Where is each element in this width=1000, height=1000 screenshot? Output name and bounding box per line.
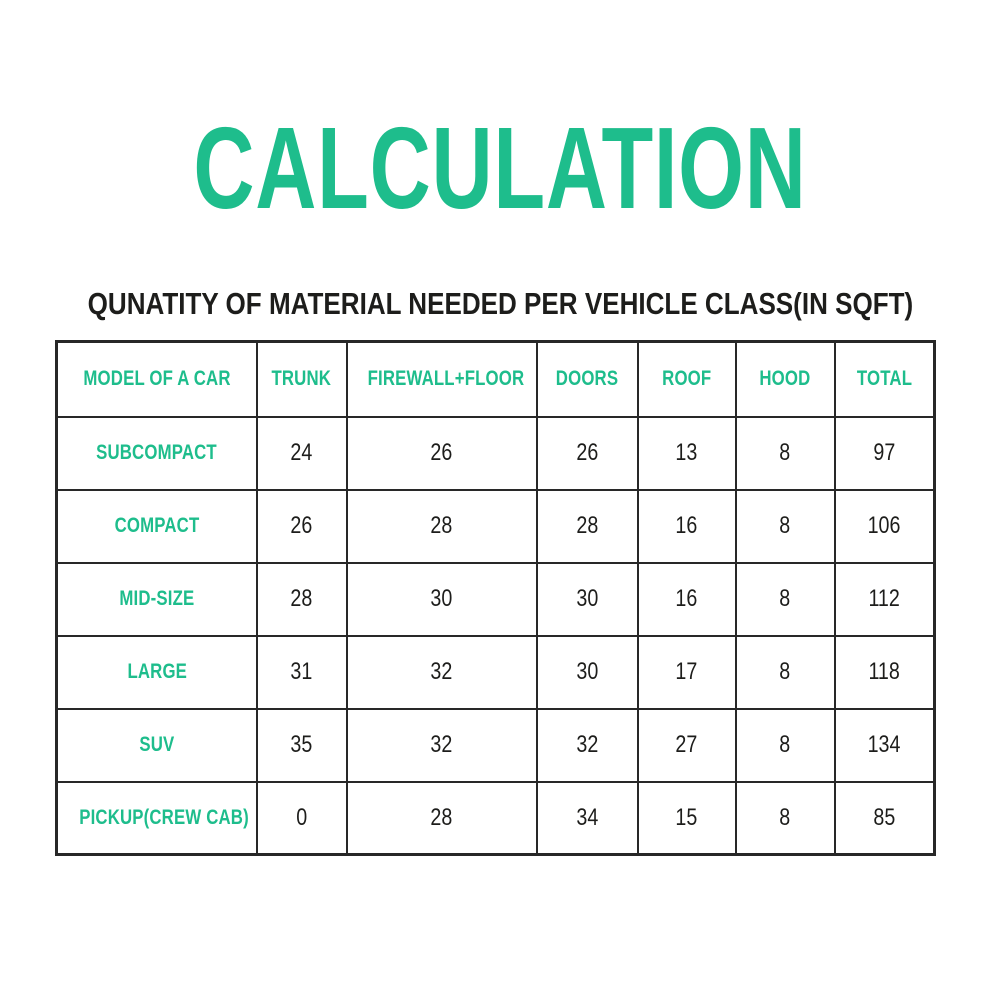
value-cell	[257, 709, 347, 782]
cell-value: 30	[430, 585, 453, 612]
page-title	[0, 103, 1000, 233]
cell-value: 32	[430, 731, 453, 758]
total-cell	[835, 490, 935, 563]
cell-value: 15	[675, 803, 698, 831]
header-label-total: TOTAL	[856, 367, 912, 391]
value-cell	[537, 709, 638, 782]
table-row-suv	[57, 709, 935, 782]
total-cell	[835, 636, 935, 709]
value-cell	[537, 563, 638, 636]
row-label-cell	[57, 490, 257, 563]
cell-value: 16	[675, 585, 698, 612]
row-label: SUBCOMPACT	[96, 441, 218, 464]
cell-value: 112	[868, 585, 900, 612]
header-label-roof: ROOF	[661, 367, 712, 391]
value-cell	[638, 709, 736, 782]
value-cell	[257, 636, 347, 709]
table-row-compact	[57, 490, 935, 563]
cell-value: 17	[675, 658, 698, 685]
material-table	[55, 340, 936, 856]
cell-value: 31	[290, 658, 313, 685]
value-cell	[537, 417, 638, 490]
header-cell-model	[57, 342, 257, 417]
table-subtitle	[0, 288, 1000, 319]
cell-value: 97	[873, 439, 896, 466]
value-cell	[736, 490, 835, 563]
cell-value: 28	[290, 585, 313, 612]
table-row-subcompact	[57, 417, 935, 490]
header-label-hood: HOOD	[759, 367, 811, 391]
total-cell	[835, 782, 935, 855]
cell-value: 106	[867, 512, 901, 539]
cell-value: 34	[576, 803, 598, 831]
value-cell	[638, 490, 736, 563]
header-label-doors: DOORS	[555, 367, 619, 391]
value-cell	[736, 782, 835, 855]
value-cell	[736, 417, 835, 490]
value-cell	[736, 709, 835, 782]
value-cell	[347, 782, 537, 855]
cell-value: 30	[576, 585, 598, 612]
cell-value: 8	[779, 803, 791, 831]
cell-value: 8	[779, 512, 791, 539]
value-cell	[537, 636, 638, 709]
value-cell	[347, 709, 537, 782]
value-cell	[257, 563, 347, 636]
value-cell	[347, 490, 537, 563]
row-label-cell	[57, 417, 257, 490]
value-cell	[257, 490, 347, 563]
header-label-model: MODEL OF A CAR	[83, 367, 231, 391]
total-cell	[835, 563, 935, 636]
table-subtitle-text: QUNATITY OF MATERIAL NEEDED PER VEHICLE CLASS(IN SQFT)	[87, 286, 913, 321]
table-row-large	[57, 636, 935, 709]
cell-value: 16	[675, 512, 698, 539]
value-cell	[638, 563, 736, 636]
cell-value: 32	[576, 731, 598, 758]
header-cell-trunk	[257, 342, 347, 417]
row-label-cell	[57, 636, 257, 709]
cell-value: 8	[779, 585, 791, 612]
cell-value: 28	[430, 803, 453, 831]
cell-value: 24	[290, 439, 313, 466]
cell-value: 13	[675, 439, 698, 466]
row-label-cell	[57, 782, 257, 855]
cell-value: 26	[290, 512, 313, 539]
row-label-cell	[57, 563, 257, 636]
header-cell-firewall-floor	[347, 342, 537, 417]
table-row-mid-size	[57, 563, 935, 636]
cell-value: 134	[867, 731, 901, 758]
value-cell	[638, 782, 736, 855]
cell-value: 85	[873, 803, 896, 831]
cell-value: 8	[779, 439, 791, 466]
value-cell	[537, 490, 638, 563]
cell-value: 118	[868, 658, 900, 685]
row-label: COMPACT	[114, 514, 200, 537]
cell-value: 0	[296, 803, 307, 831]
material-table-container	[55, 340, 936, 856]
cell-value: 35	[290, 731, 313, 758]
header-label-trunk: TRUNK	[271, 367, 332, 391]
cell-value: 8	[779, 658, 791, 685]
page-title-text: CALCULATION	[193, 103, 807, 233]
row-label-cell	[57, 709, 257, 782]
header-label-firewall-floor: FIREWALL+FLOOR	[367, 367, 524, 391]
total-cell	[835, 709, 935, 782]
value-cell	[638, 636, 736, 709]
cell-value: 28	[430, 512, 453, 539]
value-cell	[638, 417, 736, 490]
cell-value: 26	[576, 439, 598, 466]
cell-value: 32	[430, 658, 453, 685]
row-label: MID-SIZE	[119, 587, 195, 610]
header-cell-total	[835, 342, 935, 417]
value-cell	[736, 563, 835, 636]
header-cell-doors	[537, 342, 638, 417]
row-label: SUV	[139, 733, 175, 756]
value-cell	[257, 417, 347, 490]
value-cell	[537, 782, 638, 855]
header-cell-roof	[638, 342, 736, 417]
value-cell	[257, 782, 347, 855]
value-cell	[347, 636, 537, 709]
table-row-pickup-crew-cab	[57, 782, 935, 855]
total-cell	[835, 417, 935, 490]
row-label: PICKUP(CREW CAB)	[79, 805, 249, 829]
value-cell	[347, 417, 537, 490]
row-label: LARGE	[126, 660, 187, 683]
cell-value: 8	[779, 731, 791, 758]
header-cell-hood	[736, 342, 835, 417]
cell-value: 30	[576, 658, 598, 685]
value-cell	[736, 636, 835, 709]
cell-value: 26	[430, 439, 453, 466]
cell-value: 27	[675, 731, 698, 758]
cell-value: 28	[576, 512, 598, 539]
header-row	[57, 342, 935, 417]
value-cell	[347, 563, 537, 636]
